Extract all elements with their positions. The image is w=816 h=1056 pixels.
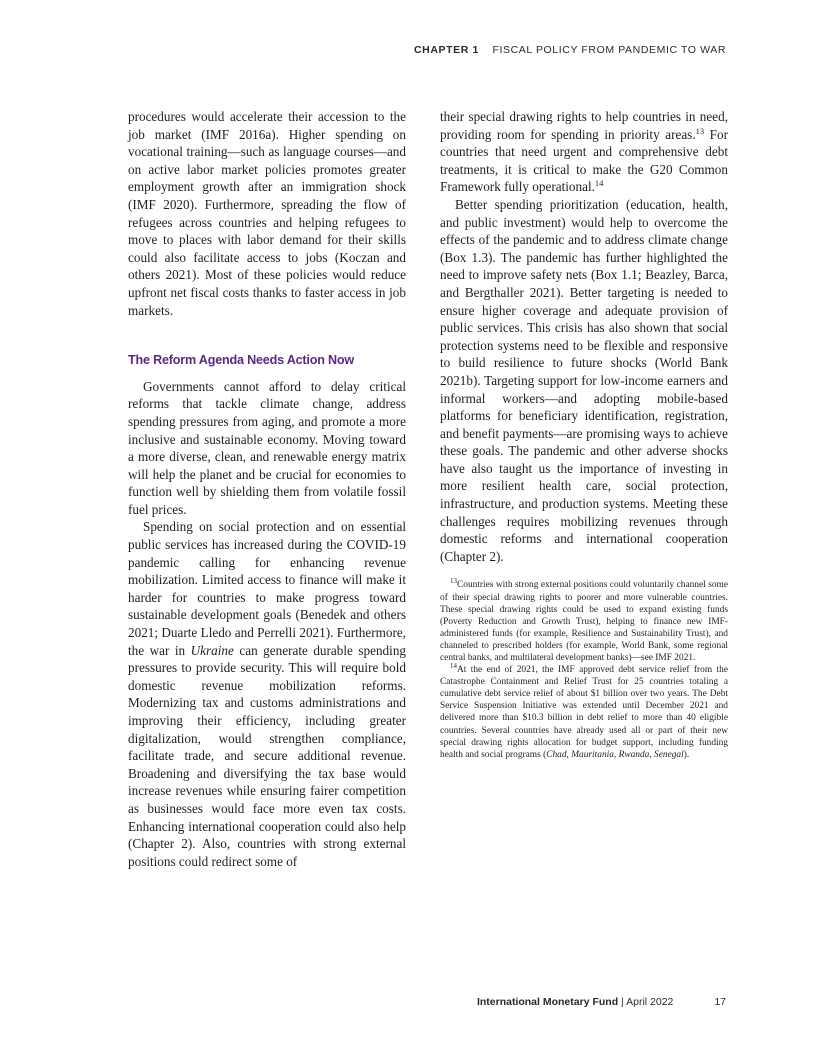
- italic-country: Ukraine: [190, 642, 234, 658]
- section-heading: The Reform Agenda Needs Action Now: [128, 353, 354, 368]
- footnote-text-end: ).: [683, 749, 690, 760]
- chapter-label: CHAPTER 1: [414, 44, 479, 56]
- footnote-text: Countries with strong external positions could voluntarily channel some of their special drawing rights to poorer and more vulnerable countries. These special drawing rights could be used to expand existing funds (Poverty Reduction and Growth Trust), helping to finance new IMF-administered funds (for example, Resilience and Sustainability Trust), and channeled to prescribed holders (for example, World Bank, some regional central banks, and multilateral development banks)—see IMF 2021.: [440, 580, 728, 663]
- body-paragraph: procedures would accelerate their accession to the job market (IMF 2016a). Higher spending on vocational training—such as language courses—and on active labor market policies promotes greater employment growth after an immigration shock (IMF 2020). Furthermore, spreading the flow of refugees across countries and helping refugees to move to places with labor demand for their skills could also facilitate access to jobs (Koczan and others 2021). Most of these policies would reduce upfront net fiscal costs thanks to faster access in job markets.: [128, 109, 406, 318]
- footnote-number: 14: [450, 662, 457, 671]
- footnotes: [440, 579, 728, 760]
- footnote-number: 13: [450, 577, 457, 586]
- publisher-name: International Monetary Fund: [476, 996, 619, 1008]
- footnote-ref-13[interactable]: 13: [695, 125, 705, 136]
- text-run: can generate durable spending pressures to provide security. This will require bold domestic revenue mobilization reforms. Modernizing tax and customs administrations and improving their efficiency, including greater digitalization, would strengthen compliance, facilitate trade, and secure additional revenue. Broadening and diversifying the tax base would increase revenues while ensuring fairer competition as businesses would face more even tax costs. Enhancing international cooperation could also help (Chapter 2). Also, countries with strong external positions could redirect some of: [128, 642, 407, 869]
- text-run: their special drawing rights to help countries in need, providing room for spending in priority areas.: [440, 109, 728, 142]
- chapter-title: FISCAL POLICY FROM PANDEMIC TO WAR: [492, 44, 726, 56]
- left-column: [128, 108, 406, 870]
- page-footer: [477, 996, 726, 1008]
- footnote-13: [440, 579, 728, 664]
- publication-date: April 2022: [626, 996, 674, 1008]
- body-paragraph: Better spending prioritization (education, health, and public investment) would help to overcome the effects of the pandemic and to address climate change (Box 1.3). The pandemic has further highlighted the need to improve safety nets (Box 1.1; Beazley, Barca, and Bergthaller 2021). Better targeting is needed to ensure higher coverage and adequate provision of public services. This crisis has also shown that social protection systems need to be flexible and responsive to build resilience to future shocks (World Bank 2021b). Targeting support for low-income earners and informal workers—and adopting mobile-based platforms for beneficiary identification, registration, and benefit payments—are promising ways to achieve these goals. The pandemic and other adverse shocks have also taught us the importance of investing in more resilient health care, social protection, infrastructure, and production systems. Meeting these challenges requires mobilizing revenues through domestic reforms and international cooperation (Chapter 2).: [440, 196, 728, 564]
- body-paragraph: [128, 518, 406, 870]
- right-column: [440, 108, 728, 761]
- body-paragraph: Governments cannot afford to delay critical reforms that tackle climate change, address spending pressures from aging, and promote a more inclusive and sustainable economy. Moving toward a more diverse, clean, and renewable energy matrix will help the planet and be crucial for economies to function well by shielding them from volatile fossil fuel prices.: [128, 378, 406, 517]
- running-header: [414, 44, 726, 56]
- page-number: 17: [714, 996, 726, 1008]
- italic-countries: Chad, Mauritania, Rwanda, Senegal: [546, 749, 684, 760]
- footnote-ref-14[interactable]: 14: [594, 178, 604, 189]
- body-paragraph: [440, 108, 728, 196]
- footer-separator: |: [621, 996, 624, 1008]
- text-run: Spending on social protection and on essential public services has increased during the COVID-19 pandemic calling for enhancing revenue mobilization. Limited access to finance will make it harder for countries to make progress toward sustainable development goals (Benedek and others 2021; Duarte Lledo and Perrelli 2021). Furthermore, the war in: [128, 519, 406, 658]
- text-run: For countries that need urgent and comprehensive debt treatments, it is critical to make the G20 Common Framework fully operational.: [440, 126, 728, 195]
- footnote-14: [440, 664, 728, 761]
- footnote-text: At the end of 2021, the IMF approved debt service relief from the Catastrophe Containment and Relief Trust for 25 countries totaling a cumulative debt service relief of about $1 billion over two years. The Debt Service Suspension Initiative was extended until December 2021 and delivered more than $10.3 billion in debt relief to more than 40 eligible countries. Several countries have already used all or part of their new special drawing rights allocation for budget support, including funding health and social programs (: [440, 665, 728, 760]
